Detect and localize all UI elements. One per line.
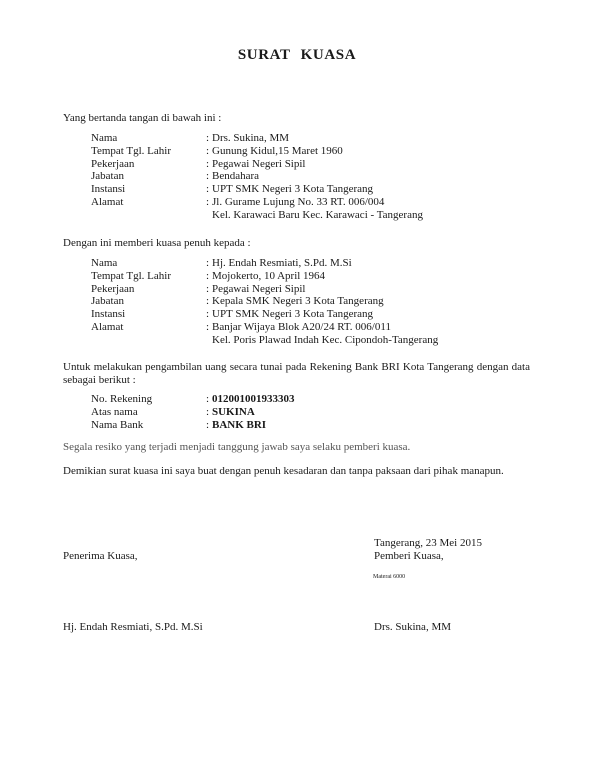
risk-statement: Segala resiko yang terjadi menjadi tanggung jawab saya selaku pemberi kuasa. — [63, 441, 411, 453]
bank-row: Atas nama : SUKINA — [91, 405, 255, 418]
grantee-row: Jabatan : Kepala SMK Negeri 3 Kota Tangerang — [91, 295, 384, 308]
grantor-row: Instansi : UPT SMK Negeri 3 Kota Tangerang — [91, 183, 374, 196]
field-value: Mojokerto, 10 April 1964 — [212, 269, 326, 282]
field-value: Pegawai Negeri Sipil — [212, 157, 306, 170]
grantor-address-continuation: Kel. Karawaci Baru Kec. Karawaci - Tangerang — [212, 208, 423, 221]
grantor-row: Jabatan : Bendahara — [91, 170, 260, 183]
grantee-row: Alamat : Banjar Wijaya Blok A20/24 RT. 006/011 — [91, 320, 391, 333]
grantee-row: Instansi : UPT SMK Negeri 3 Kota Tangerang — [91, 308, 374, 321]
field-label: Pekerjaan — [91, 282, 135, 295]
grantee-row: Tempat Tgl. Lahir : Mojokerto, 10 April 1964 — [91, 269, 326, 282]
field-value: Hj. Endah Resmiati, S.Pd. M.Si — [212, 257, 352, 269]
field-value: Gunung Kidul,15 Maret 1960 — [212, 144, 343, 157]
grantee-row: Pekerjaan : Pegawai Negeri Sipil — [91, 282, 306, 295]
field-label: Nama — [91, 257, 118, 269]
bank-details — [91, 393, 295, 431]
field-value: UPT SMK Negeri 3 Kota Tangerang — [212, 183, 374, 196]
giver-name: Drs. Sukina, MM — [374, 621, 452, 633]
intro-text: Yang bertanda tangan di bawah ini : — [63, 112, 222, 124]
field-value: Banjar Wijaya Blok A20/24 RT. 006/011 — [212, 320, 391, 333]
field-label: Instansi — [91, 183, 126, 196]
bank-row: No. Rekening : 012001001933303 — [91, 393, 295, 405]
letter-title: SURAT KUASA — [237, 47, 357, 63]
field-value: SUKINA — [212, 405, 255, 418]
field-label: Nama Bank — [91, 418, 144, 431]
field-label: No. Rekening — [91, 393, 153, 405]
bank-row: Nama Bank : BANK BRI — [91, 418, 267, 431]
field-label: Jabatan — [91, 170, 124, 183]
field-label: Instansi — [91, 308, 126, 321]
grantor-row: Pekerjaan : Pegawai Negeri Sipil — [91, 157, 306, 170]
field-label: Tempat Tgl. Lahir — [91, 269, 171, 282]
grantee-address-continuation: Kel. Poris Plawad Indah Kec. Cipondoh-Tangerang — [212, 333, 439, 346]
field-label: Jabatan — [91, 295, 124, 308]
field-value: Pegawai Negeri Sipil — [212, 282, 306, 295]
field-label: Tempat Tgl. Lahir — [91, 144, 171, 157]
field-label: Alamat — [91, 195, 124, 208]
closing-statement: Demikian surat kuasa ini saya buat dengan penuh kesadaran dan tanpa paksaan dari pihak manapun. — [63, 465, 504, 477]
field-value: UPT SMK Negeri 3 Kota Tangerang — [212, 308, 374, 321]
stamp-duty-note: Materai 6000 — [373, 574, 406, 580]
giver-label: Pemberi Kuasa, — [374, 550, 444, 562]
grantor-row: Tempat Tgl. Lahir : Gunung Kidul,15 Maret 1960 — [91, 144, 343, 157]
grantor-row: Nama : Drs. Sukina, MM — [91, 132, 290, 144]
receiver-label: Penerima Kuasa, — [63, 550, 138, 562]
grantee-row: Nama : Hj. Endah Resmiati, S.Pd. M.Si — [91, 257, 352, 269]
field-value: Jl. Gurame Lujung No. 33 RT. 006/004 — [212, 195, 385, 208]
receiver-name: Hj. Endah Resmiati, S.Pd. M.Si — [63, 621, 203, 633]
field-label: Alamat — [91, 320, 124, 333]
field-label: Atas nama — [91, 405, 138, 418]
field-value: BANK BRI — [212, 418, 267, 431]
purpose-text: Untuk melakukan pengambilan uang secara tunai pada Rekening Bank BRI Kota Tangerang dengan data sebagai berikut : — [63, 361, 530, 386]
grantor-details — [91, 132, 423, 222]
field-value: 012001001933303 — [212, 393, 295, 405]
field-label: Nama — [91, 132, 118, 144]
field-value: Bendahara — [212, 170, 260, 183]
field-value: Drs. Sukina, MM — [212, 132, 290, 144]
field-label: Pekerjaan — [91, 157, 135, 170]
field-value: Kepala SMK Negeri 3 Kota Tangerang — [212, 295, 384, 308]
grant-statement: Dengan ini memberi kuasa penuh kepada : — [63, 237, 251, 249]
grantee-details — [91, 257, 438, 347]
grantor-row: Alamat : Jl. Gurame Lujung No. 33 RT. 006/004 — [91, 195, 385, 208]
place-date: Tangerang, 23 Mei 2015 — [374, 537, 482, 549]
